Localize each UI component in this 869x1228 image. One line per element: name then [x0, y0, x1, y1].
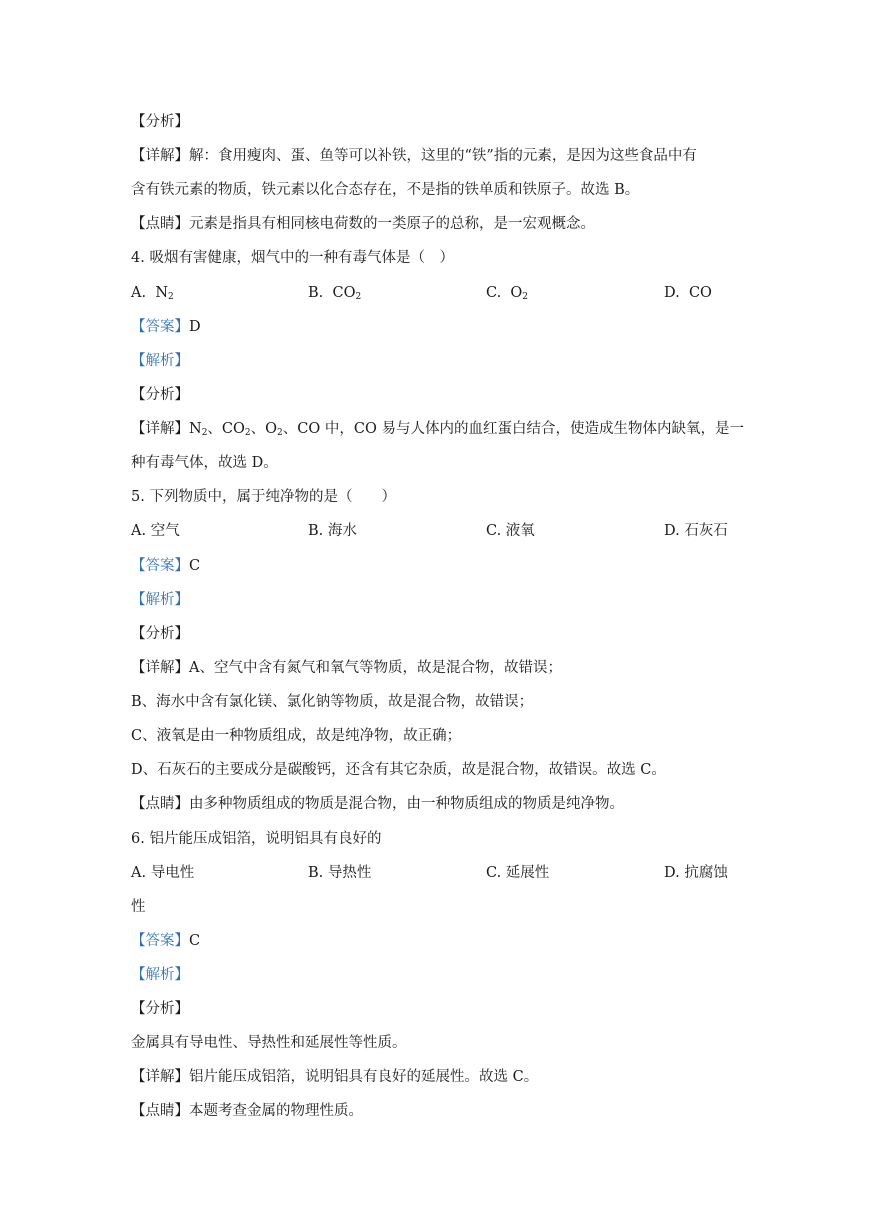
question-5-stem: 5. 下列物质中，属于纯净物的是（ ）	[131, 489, 396, 505]
q6-point-paragraph: 【点睛】本题考查金属的物理性质。	[131, 1103, 363, 1119]
q4-option-a: A. $N_2$	[131, 285, 174, 302]
q6-analysis-heading: 【分析】	[131, 1001, 189, 1017]
analysis-heading: 【分析】	[131, 114, 189, 130]
detail-paragraph-cont: 含有铁元素的物质，铁元素以化合态存在，不是指的铁单质和铁原子。故选 B。	[131, 182, 640, 198]
q4-detail-paragraph-cont: 种有毒气体，故选 D。	[131, 455, 278, 471]
q6-explanation-heading: 【解析】	[131, 967, 189, 983]
question-4-stem: 4. 吸烟有害健康，烟气中的一种有毒气体是（ ）	[131, 250, 454, 266]
q4-detail-paragraph: 【详解】$N_2$、$CO_2$、$O_2$、CO 中，CO 易与人体内的血红蛋白结合，使造成生物体内缺氧，是一	[131, 421, 744, 438]
answer-label: 【答案】	[131, 558, 189, 574]
point-paragraph	[131, 214, 595, 234]
answer-value: C	[189, 933, 201, 949]
q5-option-d: D. 石灰石	[664, 523, 728, 539]
q6-detail-paragraph: 【详解】铝片能压成铝箔，说明铝具有良好的延展性。故选 C。	[131, 1069, 539, 1085]
q6-option-a: A. 导电性	[131, 865, 195, 881]
q4-option-b: B. $CO_2$	[308, 285, 362, 302]
q6-option-d: D. 抗腐蚀	[664, 865, 728, 881]
q6-option-c: C. 延展性	[486, 865, 550, 881]
q5-detail-paragraph: 【详解】A、空气中含有氮气和氧气等物质，故是混合物，故错误；	[131, 660, 562, 676]
answer-label: 【答案】	[131, 319, 189, 335]
point-text: 元素是指具有相同核电荷数的一类原子的总称，是一宏观概念。	[189, 216, 595, 232]
detail-label: 【详解】	[131, 148, 189, 164]
q4-explanation-heading: 【解析】	[131, 353, 189, 369]
q4-analysis-heading: 【分析】	[131, 387, 189, 403]
q4-answer	[131, 317, 201, 337]
q5-answer	[131, 556, 200, 576]
q5-option-a: A. 空气	[131, 523, 180, 539]
answer-value: D	[189, 319, 201, 335]
detail-paragraph	[131, 146, 697, 166]
q5-option-c: C. 液氧	[486, 523, 535, 539]
point-label: 【点睛】	[131, 216, 189, 232]
q5-point-paragraph: 【点睛】由多种物质组成的物质是混合物，由一种物质组成的物质是纯净物。	[131, 796, 624, 812]
q5-detail-line-d: D、石灰石的主要成分是碳酸钙，还含有其它杂质，故是混合物，故错误。故选 C。	[131, 762, 666, 778]
detail-text: 解：食用瘦肉、蛋、鱼等可以补铁，这里的“铁”指的元素，是因为这些食品中有	[189, 148, 697, 164]
answer-label: 【答案】	[131, 933, 189, 949]
q4-option-c: C. $O_2$	[486, 285, 529, 302]
q5-explanation-heading: 【解析】	[131, 592, 189, 608]
q5-option-b: B. 海水	[308, 523, 357, 539]
q5-analysis-heading: 【分析】	[131, 626, 189, 642]
q6-analysis-text: 金属具有导电性、导热性和延展性等性质。	[131, 1035, 407, 1051]
q6-option-d-wrap: 性	[131, 899, 146, 915]
q6-answer	[131, 931, 200, 951]
q4-option-d: D. CO	[664, 285, 712, 301]
q6-option-b: B. 导热性	[308, 865, 372, 881]
q5-detail-line-b: B、海水中含有氯化镁、氯化钠等物质，故是混合物，故错误；	[131, 694, 534, 710]
answer-value: C	[189, 558, 201, 574]
q5-detail-line-c: C、液氧是由一种物质组成，故是纯净物，故正确；	[131, 728, 462, 744]
question-6-stem: 6. 铝片能压成铝箔，说明铝具有良好的	[131, 831, 382, 847]
